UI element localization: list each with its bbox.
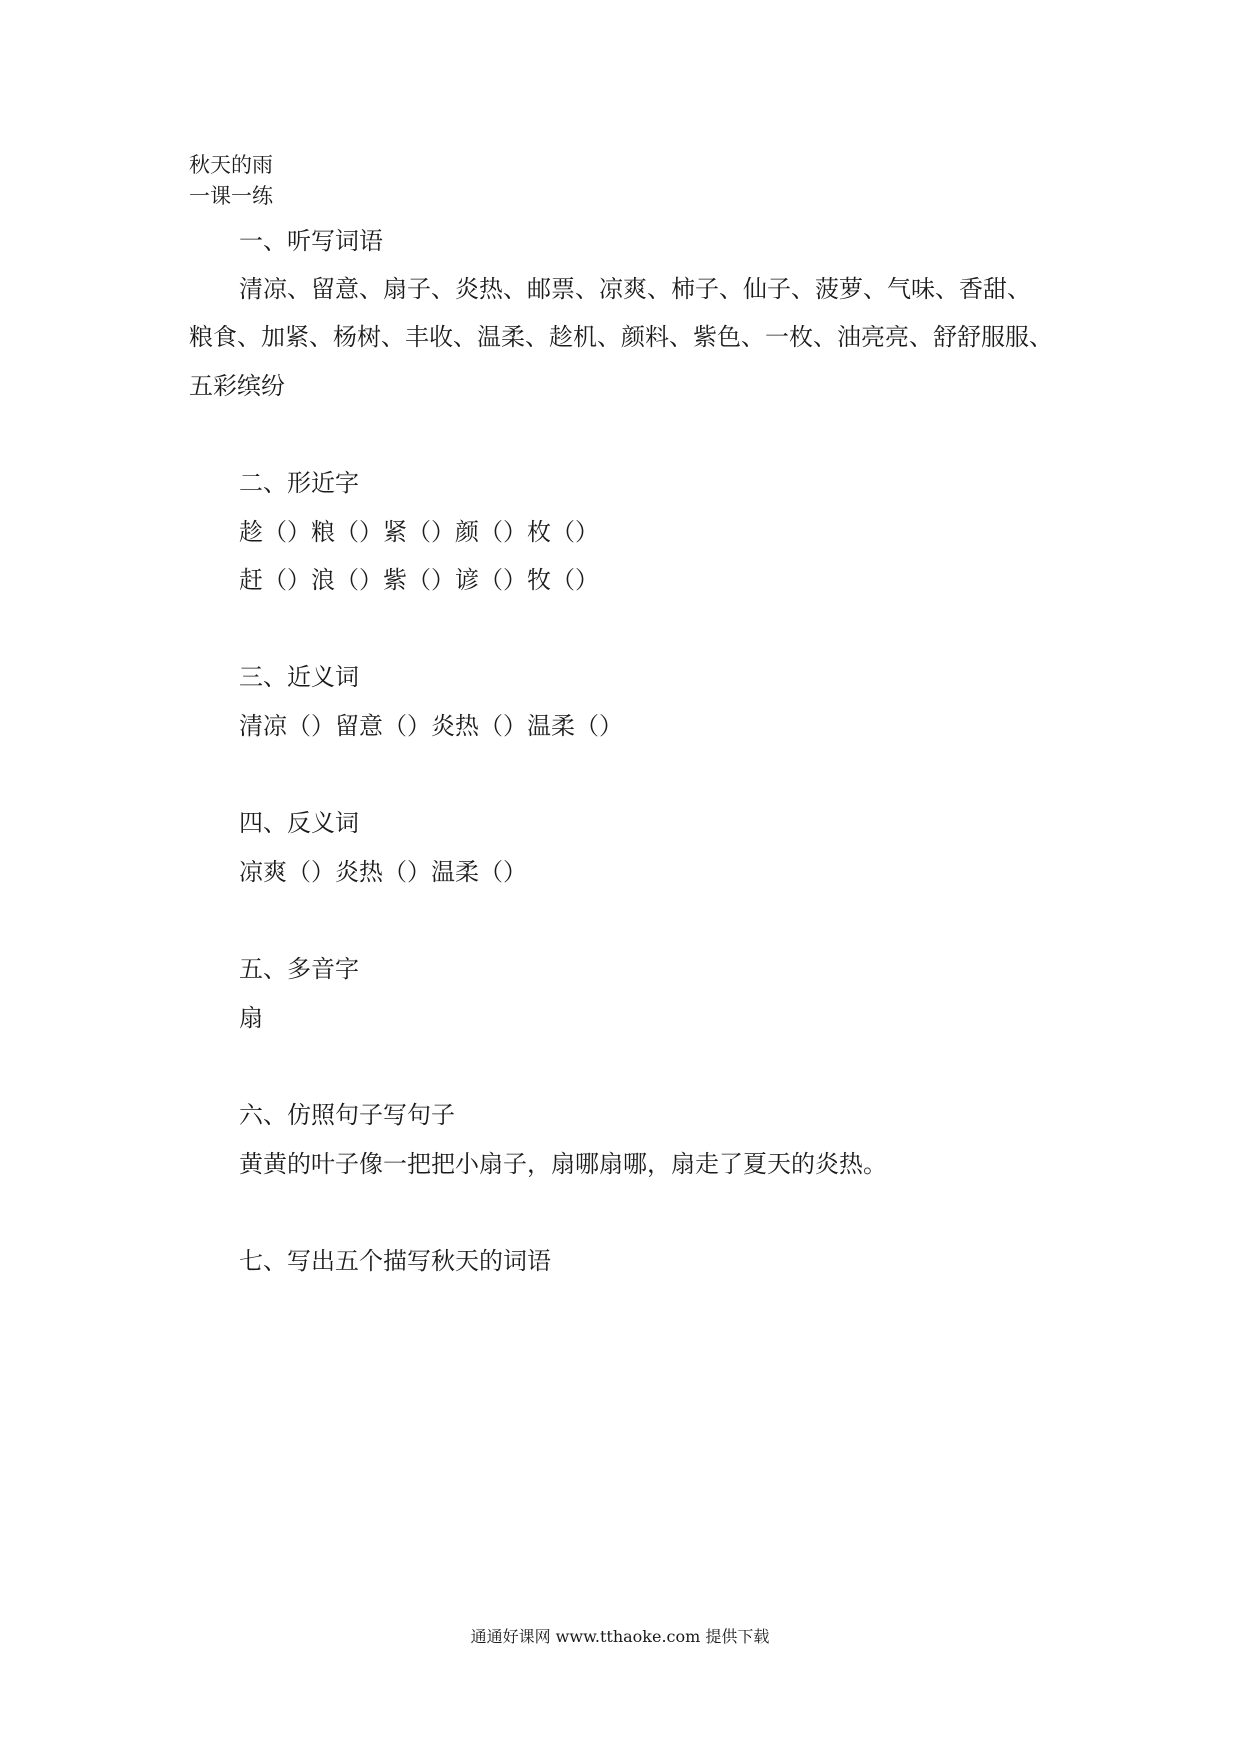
section-6-heading: 六、仿照句子写句子 (239, 1101, 455, 1129)
section-1-heading: 一、听写词语 (239, 227, 383, 255)
section-2-line-2: 赶（）浪（）紫（）谚（）牧（） (239, 566, 599, 594)
section-3-heading: 三、近义词 (239, 663, 359, 691)
section-7-heading: 七、写出五个描写秋天的词语 (239, 1247, 551, 1275)
section-1-line-2: 粮食、加紧、杨树、丰收、温柔、趁机、颜料、紫色、一枚、油亮亮、舒舒服服、 (189, 323, 1053, 351)
section-1-line-1: 清凉、留意、扇子、炎热、邮票、凉爽、柿子、仙子、菠萝、气味、香甜、 (239, 275, 1031, 303)
footer-credit: 通通好课网 www.tthaoke.com 提供下载 (470, 1627, 770, 1646)
section-1-line-3: 五彩缤纷 (189, 372, 285, 400)
section-5-line-1: 扇 (239, 1004, 263, 1032)
section-4-heading: 四、反义词 (239, 809, 359, 837)
section-2-heading: 二、形近字 (239, 469, 359, 497)
section-4-line-1: 凉爽（）炎热（）温柔（） (239, 858, 527, 886)
document-title: 秋天的雨 (189, 153, 273, 177)
section-2-line-1: 趁（）粮（）紧（）颜（）枚（） (239, 518, 599, 546)
section-3-line-1: 清凉（）留意（）炎热（）温柔（） (239, 712, 623, 740)
document-subtitle: 一课一练 (189, 184, 273, 208)
section-5-heading: 五、多音字 (239, 955, 359, 983)
section-6-line-1: 黄黄的叶子像一把把小扇子，扇哪扇哪，扇走了夏天的炎热。 (239, 1150, 887, 1178)
